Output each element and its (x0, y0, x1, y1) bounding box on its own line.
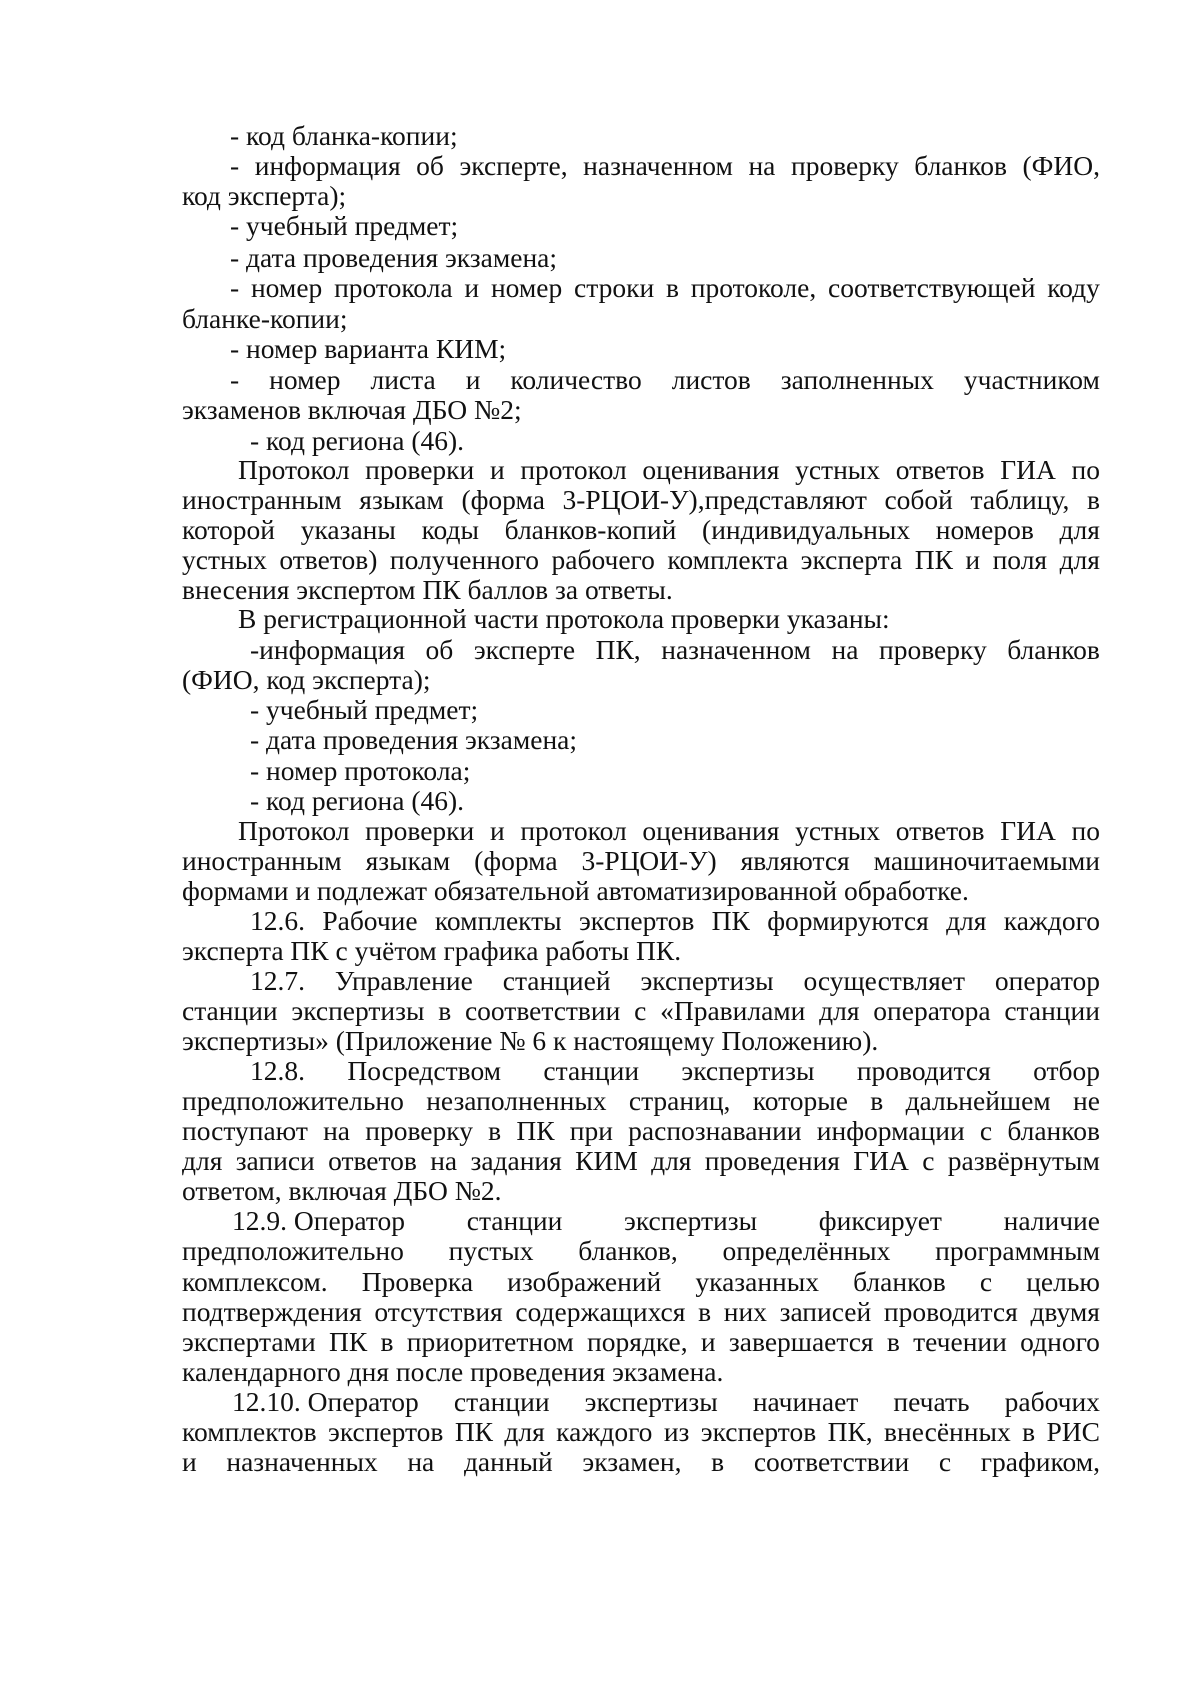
word: на (407, 1446, 435, 1477)
word: назначенном (583, 150, 733, 181)
word: (форма (474, 845, 558, 876)
word: ПК, (827, 1416, 873, 1447)
word: ПК, (595, 634, 641, 665)
text-line (182, 1205, 1100, 1237)
word: листов (671, 364, 751, 395)
word: распознавании (628, 1115, 802, 1146)
word: и (489, 815, 505, 846)
word: комплекта (667, 544, 789, 575)
word: указаны (300, 514, 396, 545)
word: порядке, (587, 1326, 688, 1357)
word: с (922, 1145, 935, 1176)
text-line: бланке-копии; (182, 303, 348, 334)
word: 12.6. (250, 905, 305, 936)
word: в (380, 1326, 394, 1357)
word: оценивания (642, 454, 780, 485)
text-line: - номер варианта КИМ; (230, 333, 507, 364)
word: соответствии (753, 1446, 910, 1477)
word: экспертизы (624, 1205, 758, 1236)
text-line (182, 995, 1100, 1027)
text-line (182, 454, 1100, 486)
word: экспертами (182, 1326, 316, 1357)
word: и (465, 364, 481, 395)
word: ответов (895, 454, 985, 485)
word: приоритетном (406, 1326, 574, 1357)
text-line (182, 1296, 1100, 1328)
word: которые (752, 1085, 848, 1116)
word: коду (1047, 272, 1100, 303)
word: в (870, 1085, 884, 1116)
word: рабочего (551, 544, 655, 575)
word: проводится (856, 1055, 991, 1086)
word: эксперта (800, 544, 903, 575)
word: целью (1026, 1266, 1100, 1297)
word: - (230, 364, 240, 395)
word: отсутствия (374, 1296, 503, 1327)
word: проверку (878, 634, 987, 665)
word: при (569, 1115, 613, 1146)
word: РИС (1046, 1416, 1100, 1447)
word: каждого (1003, 905, 1100, 936)
word: незаполненных (426, 1085, 607, 1116)
word: 12.9. Оператор (232, 1205, 406, 1236)
word: подтверждения (182, 1296, 362, 1327)
word: ГИА (1000, 815, 1056, 846)
word: номер (269, 364, 341, 395)
text-line: внесения экспертом ПК баллов за ответы. (182, 574, 673, 605)
word: бланков (1007, 1115, 1100, 1146)
word: станцией (502, 965, 611, 996)
text-line (182, 150, 1100, 182)
text-line: ответом, включая ДБО №2. (182, 1175, 502, 1206)
word: и (182, 1446, 197, 1477)
word: оценивания (642, 815, 780, 846)
word: (индивидуальных (702, 514, 911, 545)
word: участником (963, 364, 1100, 395)
word: внесённых (884, 1416, 1011, 1447)
word: в (438, 995, 452, 1026)
text-line (182, 965, 1100, 997)
word: формируются (767, 905, 929, 936)
word: заполненных (780, 364, 934, 395)
word: устных (182, 544, 267, 575)
word: рабочих (1004, 1386, 1100, 1417)
word: Проверка (361, 1266, 474, 1297)
word: поступают (182, 1115, 308, 1146)
word: проверки (365, 815, 475, 846)
word: комплекты (434, 905, 562, 936)
word: в (1086, 484, 1100, 515)
word: таблицу, (970, 484, 1070, 515)
word: эксперте, (459, 150, 568, 181)
word: назначенных (226, 1446, 378, 1477)
word: номер (250, 272, 323, 303)
word: одного (1020, 1326, 1100, 1357)
text-line: код эксперта); (182, 180, 347, 211)
word: соответствии (464, 995, 621, 1026)
text-line: экспертизы» (Приложение № 6 к настоящему Положению). (182, 1025, 879, 1056)
text-line: (ФИО, код эксперта); (182, 664, 431, 695)
word: в (1022, 1416, 1036, 1447)
word: наличие (1003, 1205, 1100, 1236)
text-line (182, 815, 1100, 847)
word: собой (884, 484, 953, 515)
word: 3-РЦОИ-У) (581, 845, 717, 876)
word: бланков (853, 1266, 946, 1297)
word: которой (182, 514, 275, 545)
word: (ФИО, (1022, 150, 1100, 181)
text-line (182, 1085, 1100, 1117)
word: на (323, 1115, 351, 1146)
word: в (711, 1446, 725, 1477)
word: фиксирует (818, 1205, 942, 1236)
word: экспертизы (640, 965, 774, 996)
word: предположительно (182, 1235, 404, 1266)
word: оператор (994, 965, 1100, 996)
word: соответствующей (828, 272, 1036, 303)
word: отбор (1033, 1055, 1100, 1086)
word: номер (490, 272, 563, 303)
word: для (819, 995, 860, 1026)
word: осуществляет (803, 965, 966, 996)
word: каждого (556, 1416, 653, 1447)
word: об (425, 634, 454, 665)
word: для (504, 1416, 545, 1447)
word: данный (463, 1446, 553, 1477)
word: записей (779, 1296, 872, 1327)
word: в (698, 1296, 712, 1327)
text-line: - код региона (46). (250, 785, 465, 816)
word: назначенном (661, 634, 811, 665)
word: и (489, 454, 505, 485)
text-line (182, 634, 1100, 666)
text-line (182, 1115, 1100, 1147)
word: них (723, 1296, 767, 1327)
text-line: - код региона (46). (250, 425, 465, 456)
text-line (182, 1235, 1100, 1267)
word: бланков (914, 150, 1007, 181)
word: устных (795, 454, 881, 485)
word: экспертизы (681, 1055, 815, 1086)
word: с (634, 995, 647, 1026)
text-line (182, 1145, 1100, 1177)
word: проводится (883, 1296, 1018, 1327)
word: на (430, 1145, 458, 1176)
word: на (831, 634, 859, 665)
word: проверки (365, 454, 475, 485)
word: в (488, 1115, 502, 1146)
word: задания (470, 1145, 562, 1176)
text-line (182, 514, 1100, 546)
word: языкам (365, 845, 451, 876)
word: и (700, 1326, 716, 1357)
text-line (182, 484, 1100, 516)
word: ПК (516, 1115, 555, 1146)
text-line (182, 1266, 1100, 1298)
word: 12.8. (250, 1055, 305, 1086)
word: Протокол (238, 454, 350, 485)
word: бланков (1007, 634, 1100, 665)
text-line (182, 1386, 1100, 1418)
word: протокол (520, 454, 627, 485)
word: для (182, 1145, 223, 1176)
word: ГИА (1000, 454, 1056, 485)
text-line (182, 544, 1100, 576)
word: начинает (752, 1386, 859, 1417)
text-line: календарного дня после проведения экзамена. (182, 1356, 724, 1387)
word: программным (935, 1235, 1100, 1266)
word: станции (182, 995, 278, 1026)
word: Протокол (238, 815, 350, 846)
word: не (1073, 1085, 1100, 1116)
word: информация (254, 150, 401, 181)
word: по (1071, 815, 1100, 846)
word: и (464, 272, 480, 303)
word: ПК (711, 905, 750, 936)
word: Посредством (347, 1055, 502, 1086)
word: бланков-копий (504, 514, 677, 545)
word: комплектов (182, 1416, 317, 1447)
word: Рабочие (322, 905, 418, 936)
word: ответов (895, 815, 985, 846)
word: изображений (507, 1266, 662, 1297)
word: экзамен, (582, 1446, 682, 1477)
word: языкам (359, 484, 444, 515)
word: иностранным (182, 484, 342, 515)
word: протокола (334, 272, 453, 303)
word: ответов) (279, 544, 378, 575)
word: проверку (790, 150, 899, 181)
text-line: экзаменов включая ДБО №2; (182, 394, 522, 425)
word: предположительно (182, 1085, 404, 1116)
text-line (182, 905, 1100, 937)
text-line (182, 364, 1100, 396)
word: 3-РЦОИ-У),представляют (562, 484, 867, 515)
word: течении (913, 1326, 1007, 1357)
word: записи (235, 1145, 315, 1176)
word: КИМ (575, 1145, 638, 1176)
word: графиком, (980, 1446, 1100, 1477)
word: ГИА (853, 1145, 909, 1176)
word: в (886, 1326, 900, 1357)
word: из (663, 1416, 690, 1447)
text-line: - учебный предмет; (250, 694, 479, 725)
word: проведения (704, 1145, 840, 1176)
word: (форма (461, 484, 545, 515)
word: поля (992, 544, 1048, 575)
word: пустых (448, 1235, 534, 1266)
word: в (665, 272, 679, 303)
text-line: - номер протокола; (250, 755, 471, 786)
word: об (416, 150, 444, 181)
word: полученного (389, 544, 540, 575)
word: - (230, 272, 240, 303)
text-line: - дата проведения экзамена; (250, 724, 578, 755)
word: иностранным (182, 845, 342, 876)
word: ответов (328, 1145, 417, 1176)
word: ПК (454, 1416, 494, 1447)
text-line: - учебный предмет; (230, 210, 459, 241)
word: Управление (334, 965, 473, 996)
word: станции (543, 1055, 640, 1086)
word: 12.7. (250, 965, 305, 996)
word: «Правилами (660, 995, 806, 1026)
word: экспертов (328, 1416, 444, 1447)
word: эксперте (473, 634, 576, 665)
word: строки (574, 272, 655, 303)
text-line: - дата проведения экзамена; (230, 242, 558, 273)
word: протокол (520, 815, 627, 846)
word: для (946, 905, 987, 936)
word: бланков, (578, 1235, 678, 1266)
word: определённых (722, 1235, 891, 1266)
text-line (182, 1326, 1100, 1358)
word: -информация (250, 634, 405, 665)
word: проверку (365, 1115, 473, 1146)
word: по (1071, 454, 1100, 485)
word: устных (795, 815, 881, 846)
word: дальнейшем (905, 1085, 1051, 1116)
word: страниц, (628, 1085, 731, 1116)
word: на (748, 150, 776, 181)
word: с (979, 1266, 993, 1297)
word: для (1059, 544, 1100, 575)
word: номеров (935, 514, 1034, 545)
word: листа (370, 364, 436, 395)
word: ПК (328, 1326, 368, 1357)
word: указанных (695, 1266, 820, 1297)
word: с (979, 1115, 993, 1146)
text-line (182, 1055, 1100, 1087)
text-line: В регистрационной части протокола проверки указаны: (238, 603, 890, 634)
word: печать (893, 1386, 970, 1417)
word: коды (421, 514, 479, 545)
text-line: - код бланка-копии; (230, 120, 458, 151)
word: развёрнутым (947, 1145, 1100, 1176)
word: содержащихся (515, 1296, 686, 1327)
word: комплексом. (182, 1266, 328, 1297)
text-line (182, 272, 1100, 304)
word: и (965, 544, 981, 575)
word: информации (816, 1115, 965, 1146)
word: 12.10. Оператор (232, 1386, 419, 1417)
word: экспертов (578, 905, 695, 936)
word: протоколе, (690, 272, 817, 303)
word: для (1059, 514, 1100, 545)
text-line (182, 845, 1100, 877)
word: двумя (1030, 1296, 1100, 1327)
word: экспертов (700, 1416, 817, 1447)
word: являются (740, 845, 850, 876)
text-line: формами и подлежат обязательной автоматизированной обработке. (182, 875, 969, 906)
text-line (182, 1416, 1100, 1448)
word: завершается (728, 1326, 874, 1357)
word: машиночитаемыми (873, 845, 1100, 876)
word: для (651, 1145, 692, 1176)
word: ПК (914, 544, 953, 575)
word: количество (510, 364, 642, 395)
word: экспертизы (291, 995, 425, 1026)
word: экспертизы (584, 1386, 718, 1417)
text-line (182, 1446, 1100, 1478)
word: оператора (873, 995, 991, 1026)
word: станции (466, 1205, 563, 1236)
word: с (938, 1446, 952, 1477)
word: станции (1004, 995, 1100, 1026)
word: станции (453, 1386, 550, 1417)
word: - (230, 150, 240, 181)
text-line: эксперта ПК с учётом графика работы ПК. (182, 935, 682, 966)
